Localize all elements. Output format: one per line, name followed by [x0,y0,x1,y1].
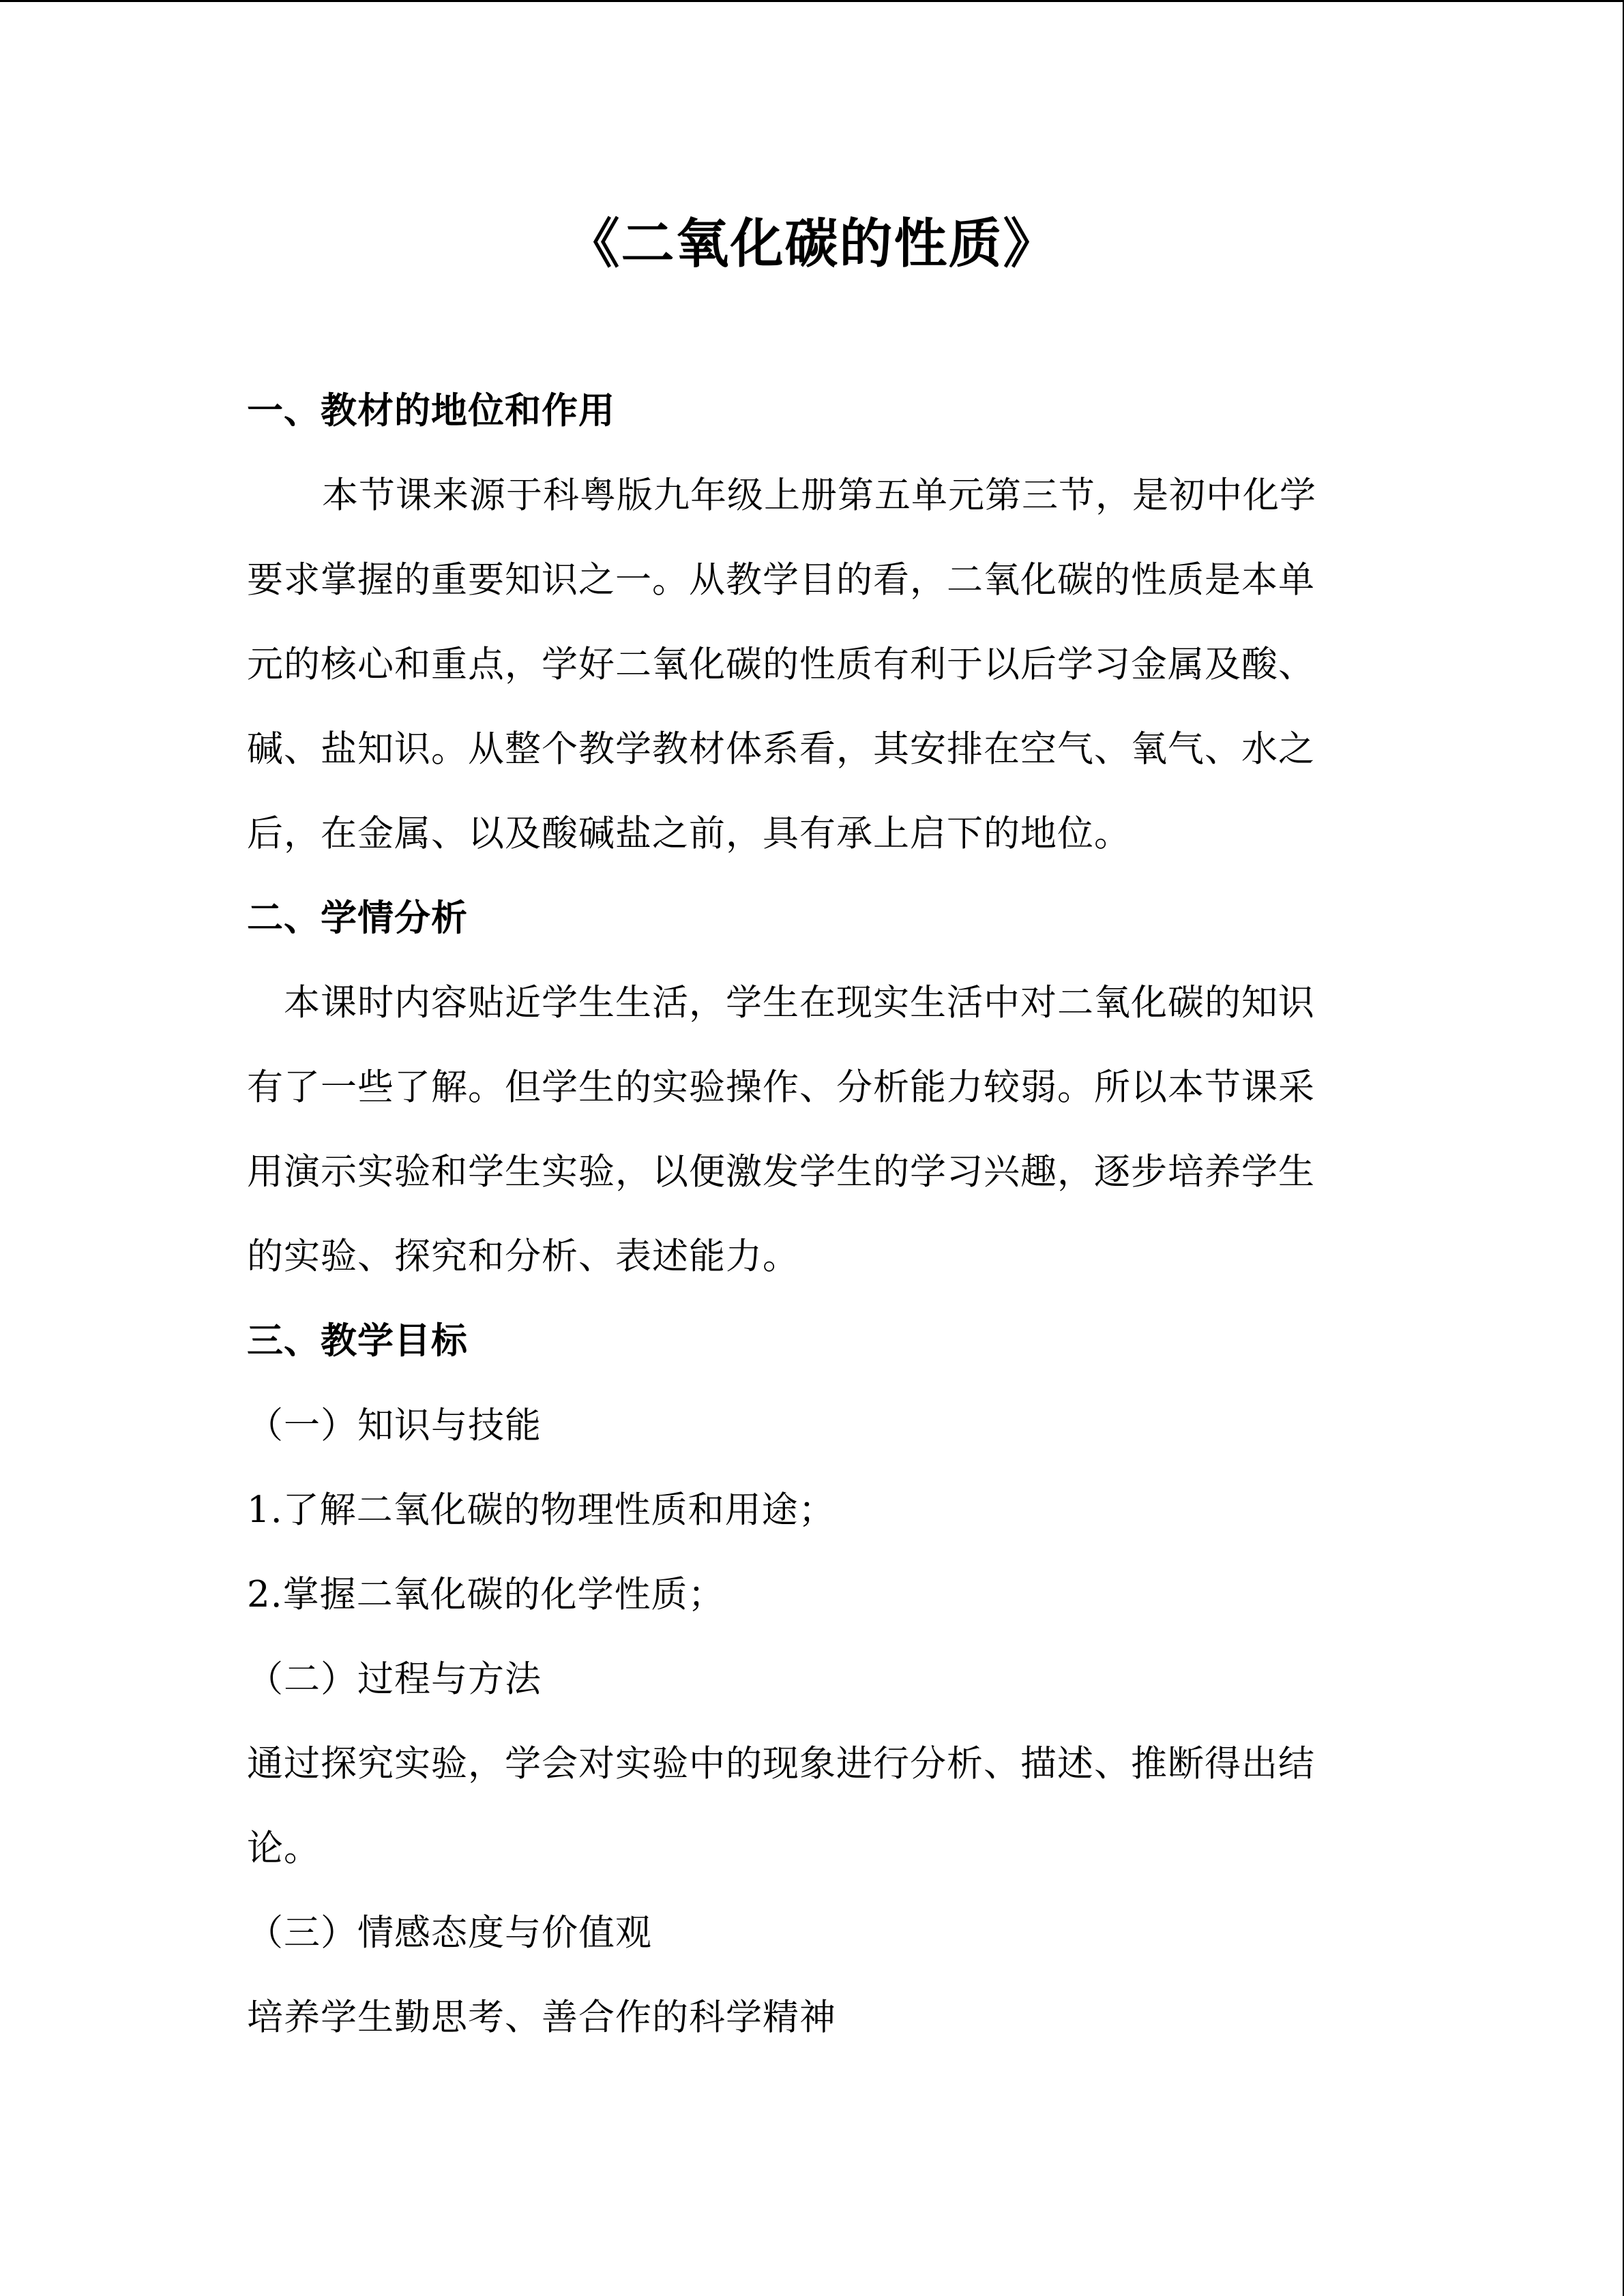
paragraph-line: 的实验、探究和分析、表述能力。 [247,1236,799,1277]
paragraph-line: 用演示实验和学生实验，以便激发学生的学习兴趣，逐步培养学生 [247,1151,1315,1193]
paragraph-line: 有了一些了解。但学生的实验操作、分析能力较弱。所以本节课采 [247,1067,1315,1108]
paragraph-line: 论。 [247,1828,321,1869]
paragraph-line: 后，在金属、以及酸碱盐之前，具有承上启下的地位。 [247,813,1131,854]
subheading: （三）情感态度与价值观 [247,1912,652,1954]
subheading: （二）过程与方法 [247,1658,542,1700]
section-heading-2: 二、学情分析 [247,897,468,939]
subheading: （一）知识与技能 [247,1405,542,1446]
paragraph-line: 元的核心和重点，学好二氧化碳的性质有利于以后学习金属及酸、 [247,644,1315,685]
document-title: 《二氧化碳的性质》 [566,213,1058,275]
section-heading-3: 三、教学目标 [247,1320,468,1362]
section-heading-1: 一、教材的地位和作用 [247,390,615,432]
paragraph-line: 碱、盐知识。从整个教学教材体系看，其安排在空气、氧气、水之 [247,728,1315,770]
list-item: 2.掌握二氧化碳的化学性质； [247,1574,725,1615]
paragraph-line: 本节课来源于科粤版九年级上册第五单元第三节，是初中化学 [322,475,1316,516]
paragraph-line: 本课时内容贴近学生生活，学生在现实生活中对二氧化碳的知识 [284,982,1315,1024]
list-item: 1.了解二氧化碳的物理性质和用途； [247,1489,836,1531]
paragraph-line: 通过探究实验，学会对实验中的现象进行分析、描述、推断得出结 [247,1743,1315,1785]
paragraph-line: 要求掌握的重要知识之一。从教学目的看，二氧化碳的性质是本单 [247,559,1315,601]
paragraph-line: 培养学生勤思考、善合作的科学精神 [247,1997,836,2038]
